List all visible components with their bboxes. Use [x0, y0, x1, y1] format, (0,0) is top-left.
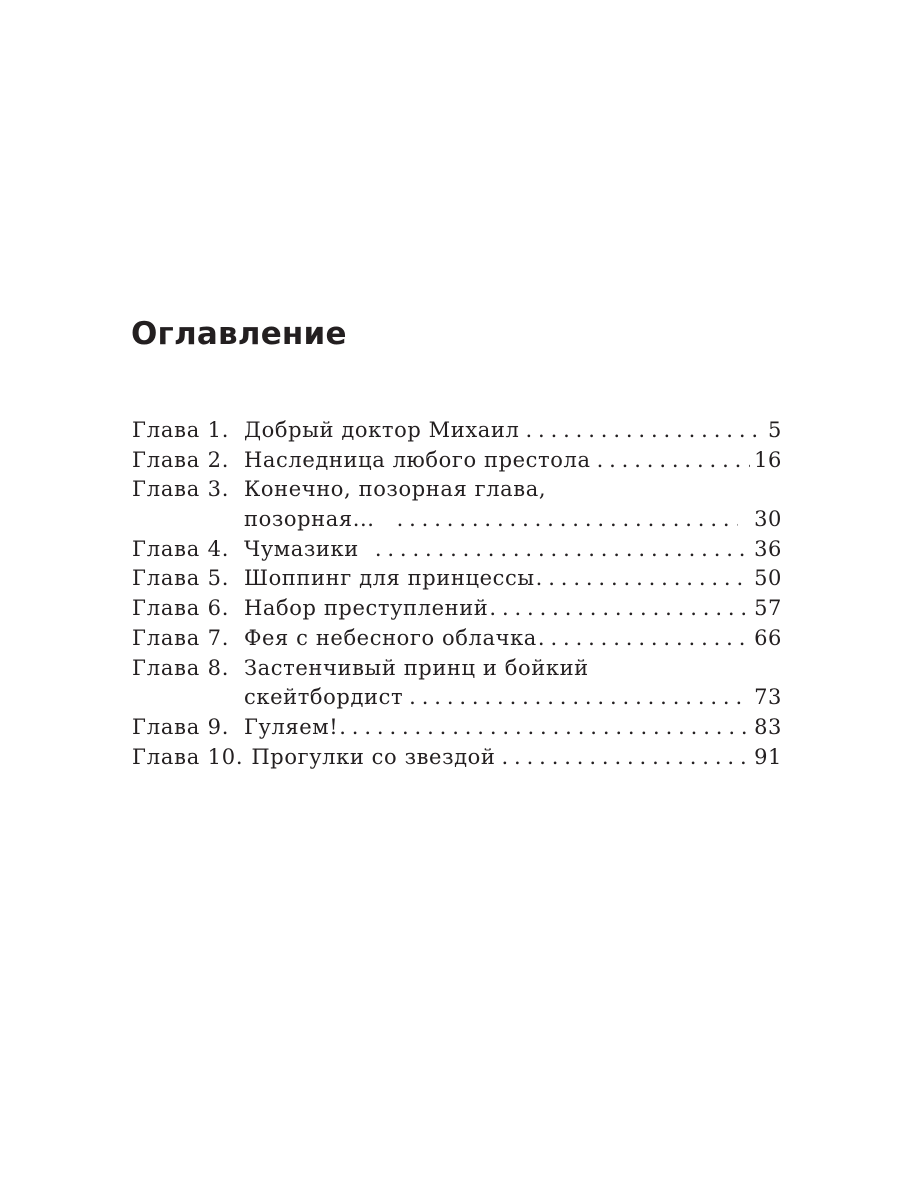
chapter-title: Добрый доктор Михаил	[244, 418, 520, 442]
toc-entry-chapter-6[interactable]	[132, 594, 782, 624]
dot-leader	[339, 713, 750, 743]
chapter-title: Прогулки со звездой	[251, 744, 496, 769]
toc-entry-chapter-9[interactable]	[132, 713, 782, 743]
toc-entry-chapter-7[interactable]	[132, 624, 782, 654]
dot-leader	[409, 683, 750, 713]
chapter-title-line-2: скейтбордист	[244, 685, 404, 710]
chapter-title: Гуляем!	[244, 714, 339, 739]
chapter-label: Глава 6.	[132, 596, 230, 621]
page-number: 91	[754, 744, 782, 769]
page-number: 66	[754, 625, 782, 650]
dot-leader	[538, 624, 750, 654]
page-number: 83	[754, 714, 782, 739]
chapter-label: Глава 10.	[132, 744, 244, 769]
page-title: Оглавление	[131, 316, 347, 352]
chapter-title-line-1: Застенчивый принц и бойкий	[244, 655, 589, 680]
chapter-title: Фея с небесного облачка	[244, 625, 537, 650]
dot-leader	[536, 564, 750, 594]
toc-entry-chapter-4[interactable]	[132, 535, 782, 565]
toc-entry-chapter-2[interactable]	[132, 446, 782, 476]
page-number: 73	[754, 685, 782, 710]
dot-leader	[597, 446, 751, 476]
chapter-label: Глава 3.	[132, 477, 230, 502]
toc-entry-chapter-3[interactable]	[132, 475, 782, 505]
dot-leader	[489, 594, 750, 624]
toc-entry-chapter-8-continuation[interactable]	[132, 683, 782, 713]
page-number: 5	[768, 418, 782, 442]
page-number: 36	[754, 536, 782, 561]
chapter-title-line-1: Конечно, позорная глава,	[244, 477, 547, 502]
chapter-label: Глава 1.	[132, 418, 230, 442]
toc-entry-chapter-3-continuation[interactable]	[132, 505, 782, 535]
table-of-contents	[132, 416, 782, 772]
toc-entry-chapter-1[interactable]	[132, 416, 782, 446]
chapter-label: Глава 2.	[132, 447, 230, 472]
chapter-title-line-2: позорная...	[244, 507, 375, 532]
chapter-label: Глава 4.	[132, 536, 230, 561]
chapter-label: Глава 9.	[132, 714, 230, 739]
dot-leader	[375, 535, 750, 565]
chapter-label: Глава 7.	[132, 625, 230, 650]
dot-leader	[525, 416, 764, 446]
page-number: 57	[754, 596, 782, 621]
chapter-title: Набор преступлений	[244, 596, 489, 621]
chapter-title: Шоппинг для принцессы	[244, 566, 535, 591]
chapter-label: Глава 5.	[132, 566, 230, 591]
chapter-title: Наследница любого престола	[244, 447, 591, 472]
toc-entry-chapter-8[interactable]	[132, 654, 782, 684]
page-number: 16	[754, 447, 782, 472]
chapter-title: Чумазики	[244, 536, 359, 561]
toc-entry-chapter-10[interactable]	[132, 743, 782, 773]
toc-entry-chapter-5[interactable]	[132, 564, 782, 594]
chapter-label: Глава 8.	[132, 655, 230, 680]
page-number: 30	[754, 507, 782, 532]
page-number: 50	[754, 566, 782, 591]
dot-leader	[397, 505, 739, 535]
dot-leader	[502, 743, 751, 773]
